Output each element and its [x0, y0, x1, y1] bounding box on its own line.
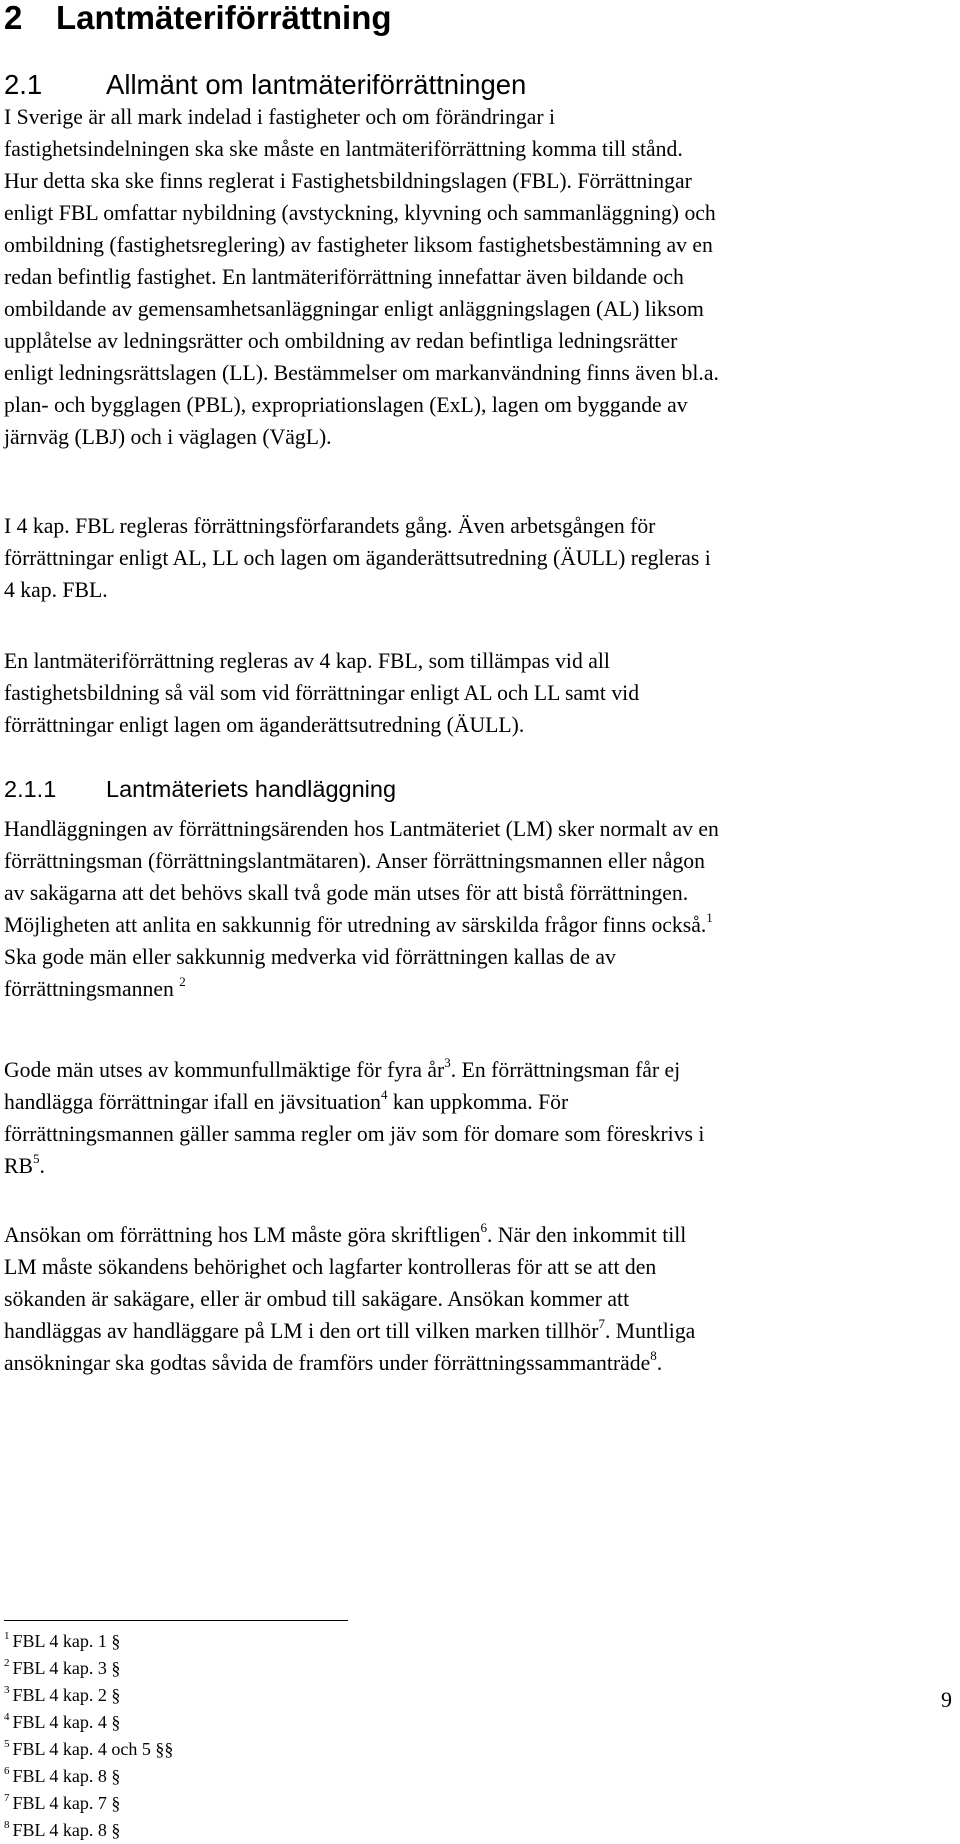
- text-line: [4, 973, 952, 1005]
- footnote-text: FBL 4 kap. 4 och 5 §§: [12, 1739, 174, 1759]
- footnote-reference: 7: [598, 1316, 605, 1331]
- application-paragraph: [4, 1219, 952, 1379]
- footnote-text: FBL 4 kap. 8 §: [12, 1820, 121, 1840]
- section-title: Allmänt om lantmäteriförrättningen: [106, 69, 527, 100]
- chapter-heading: [4, 0, 392, 36]
- text-line: I Sverige är all mark indelad i fastigheter och om förändringar i: [4, 105, 556, 129]
- footnote-separator: [4, 1620, 348, 1621]
- footnote-text: FBL 4 kap. 3 §: [12, 1658, 121, 1678]
- text-line: redan befintlig fastighet. En lantmäteriförrättning innefattar även bildande och: [4, 265, 684, 289]
- footnote-number: 4: [4, 1711, 10, 1723]
- text-segment: . En förrättningsman får ej: [450, 1058, 681, 1082]
- text-line: [4, 1054, 952, 1086]
- text-line: [4, 909, 952, 941]
- footnote: [4, 1790, 173, 1817]
- footnote-number: 5: [4, 1738, 10, 1750]
- footnote-text: FBL 4 kap. 8 §: [12, 1766, 121, 1786]
- subsection-title: Lantmäteriets handläggning: [106, 776, 397, 802]
- text-line: Ska gode män eller sakkunnig medverka vid förrättningen kallas de av: [4, 945, 616, 969]
- text-segment: ansökningar ska godtas såvida de framförs under förrättningssammanträde: [4, 1351, 651, 1375]
- footnote-reference: 6: [480, 1220, 487, 1235]
- text-line: [4, 1219, 952, 1251]
- chapter-title: Lantmäteriförrättning: [56, 0, 392, 36]
- text-segment: Gode män utses av kommunfullmäktige för fyra år: [4, 1058, 445, 1082]
- text-line: ombildning (fastighetsreglering) av fastigheter liksom fastighetsbestämning av en: [4, 233, 713, 257]
- text-line: Handläggningen av förrättningsärenden hos Lantmäteriet (LM) sker normalt av en: [4, 817, 719, 841]
- procedure-paragraph: [4, 510, 952, 606]
- text-segment: handlägga förrättningar ifall en jävsituation: [4, 1090, 381, 1114]
- text-line: förrättningar enligt AL, LL och lagen om äganderättsutredning (ÄULL) regleras i: [4, 546, 711, 570]
- footnote-list: [4, 1628, 173, 1844]
- text-line: fastighetsbildning så väl som vid förrättningar enligt AL och LL samt vid: [4, 681, 640, 705]
- section-heading: [4, 69, 526, 101]
- text-line: I 4 kap. FBL regleras förrättningsförfarandets gång. Även arbetsgången för: [4, 514, 656, 538]
- footnote: [4, 1628, 173, 1655]
- text-line: förrättningsman (förrättningslantmätaren). Anser förrättningsmannen eller någon: [4, 849, 705, 873]
- text-line: En lantmäteriförrättning regleras av 4 kap. FBL, som tillämpas vid all: [4, 649, 610, 673]
- text-segment: kan uppkomma. För: [387, 1090, 569, 1114]
- gode-man-paragraph: [4, 1054, 952, 1182]
- text-line: [4, 1150, 952, 1182]
- footnote-reference: 8: [650, 1348, 657, 1363]
- text-line: [4, 1315, 952, 1347]
- text-line: sökanden är sakägare, eller är ombud till sakägare. Ansökan kommer att: [4, 1287, 630, 1311]
- text-line: förrättningsmannen gäller samma regler om jäv som för domare som föreskrivs i: [4, 1122, 705, 1146]
- footnote-number: 7: [4, 1792, 10, 1804]
- text-line: enligt FBL omfattar nybildning (avstyckning, klyvning och sammanläggning) och: [4, 201, 716, 225]
- text-segment: .: [656, 1351, 663, 1375]
- text-line: upplåtelse av ledningsrätter och ombildning av redan befintliga ledningsrätter: [4, 329, 678, 353]
- intro-paragraph: [4, 101, 952, 453]
- text-line: fastighetsindelningen ska ske måste en lantmäteriförrättning komma till stånd.: [4, 137, 683, 161]
- footnote-reference: 1: [706, 910, 713, 925]
- regulation-paragraph: [4, 645, 952, 741]
- section-number: 2.1: [4, 69, 43, 100]
- text-line: plan- och bygglagen (PBL), expropriationslagen (ExL), lagen om byggande av: [4, 393, 688, 417]
- text-segment: förrättningsmannen: [4, 977, 174, 1001]
- text-segment: Ansökan om förrättning hos LM måste göra skriftligen: [4, 1223, 481, 1247]
- text-segment: Möjligheten att anlita en sakkunnig för utredning av särskilda frågor finns också.: [4, 913, 707, 937]
- footnote-number: 3: [4, 1684, 10, 1696]
- footnote: [4, 1655, 173, 1682]
- text-line: järnväg (LBJ) och i väglagen (VägL).: [4, 425, 332, 449]
- handling-paragraph: [4, 813, 952, 1005]
- subsection-number: 2.1.1: [4, 776, 57, 802]
- footnote: [4, 1763, 173, 1790]
- text-segment: . När den inkommit till: [486, 1223, 687, 1247]
- text-line: förrättningar enligt lagen om äganderättsutredning (ÄULL).: [4, 713, 525, 737]
- footnote-text: FBL 4 kap. 2 §: [12, 1685, 121, 1705]
- text-line: Hur detta ska ske finns reglerat i Fastighetsbildningslagen (FBL). Förrättningar: [4, 169, 692, 193]
- footnote: [4, 1682, 173, 1709]
- footnote-reference: 2: [179, 974, 186, 989]
- text-line: 4 kap. FBL.: [4, 578, 108, 602]
- text-line: av sakägarna att det behövs skall två gode män utses för att bistå förrättningen.: [4, 881, 689, 905]
- text-segment: handläggas av handläggare på LM i den ort till vilken marken tillhör: [4, 1319, 599, 1343]
- footnote-text: FBL 4 kap. 1 §: [12, 1631, 121, 1651]
- footnote: [4, 1709, 173, 1736]
- text-line: [4, 1347, 952, 1379]
- text-segment: .: [39, 1154, 45, 1178]
- footnote-number: 6: [4, 1765, 10, 1777]
- footnote-number: 2: [4, 1657, 10, 1669]
- page-number: 9: [941, 1687, 952, 1712]
- footnote-number: 8: [4, 1819, 10, 1831]
- text-line: LM måste sökandens behörighet och lagfarter kontrolleras för att se att den: [4, 1255, 657, 1279]
- footnote-text: FBL 4 kap. 4 §: [12, 1712, 121, 1732]
- footnote: [4, 1817, 173, 1844]
- subsection-heading: [4, 774, 396, 804]
- footnote-number: 1: [4, 1630, 10, 1642]
- footnote-text: FBL 4 kap. 7 §: [12, 1793, 121, 1813]
- footnote-reference: 4: [381, 1087, 388, 1102]
- footnote: [4, 1736, 173, 1763]
- text-line: enligt ledningsrättslagen (LL). Bestämmelser om markanvändning finns även bl.a.: [4, 361, 719, 385]
- footnote-reference: 5: [32, 1151, 40, 1166]
- chapter-number: 2: [4, 0, 23, 36]
- text-segment: . Muntliga: [604, 1319, 696, 1343]
- footnote-reference: 3: [444, 1055, 451, 1070]
- text-segment: RB: [4, 1154, 33, 1178]
- text-line: ombildande av gemensamhetsanläggningar enligt anläggningslagen (AL) liksom: [4, 297, 704, 321]
- text-line: [4, 1086, 952, 1118]
